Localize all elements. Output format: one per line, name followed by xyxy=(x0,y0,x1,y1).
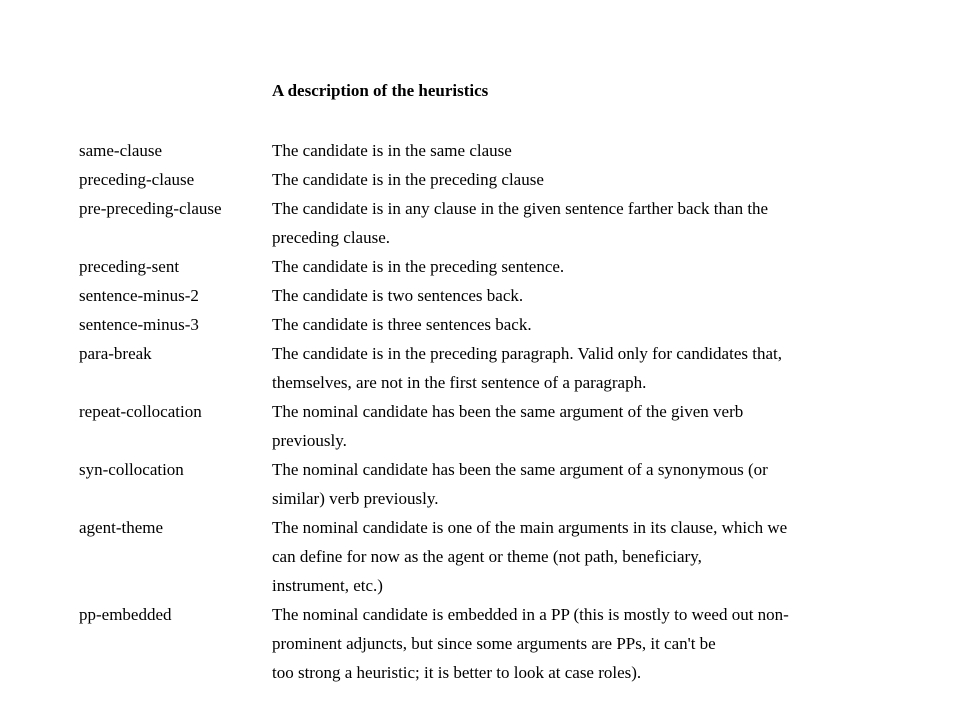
description-line: previously. xyxy=(272,431,347,450)
heuristic-term: preceding-clause xyxy=(79,170,195,189)
description-line: The nominal candidate has been the same argument of the given verb xyxy=(272,402,744,421)
heuristic-term: pre-preceding-clause xyxy=(79,199,222,218)
heuristic-row-sentence-minus-2 xyxy=(79,281,939,310)
heuristic-description xyxy=(272,194,939,252)
heuristic-term: sentence-minus-2 xyxy=(79,286,199,305)
heuristic-description xyxy=(272,339,939,397)
description-line: themselves, are not in the first sentence of a paragraph. xyxy=(272,373,647,392)
heuristic-description xyxy=(272,397,939,455)
heuristic-row-repeat-collocation xyxy=(79,397,939,455)
description-line: instrument, etc.) xyxy=(272,576,383,595)
heuristic-row-preceding-clause xyxy=(79,165,939,194)
heuristic-description xyxy=(272,600,939,687)
heuristic-term: agent-theme xyxy=(79,518,164,537)
description-line: The candidate is three sentences back. xyxy=(272,315,532,334)
heuristic-term: same-clause xyxy=(79,141,163,160)
heuristic-description xyxy=(272,252,939,281)
heuristic-term: repeat-collocation xyxy=(79,402,202,421)
description-line: too strong a heuristic; it is better to look at case roles). xyxy=(272,663,642,682)
heuristic-term: preceding-sent xyxy=(79,257,180,276)
heuristic-row-pre-preceding-clause xyxy=(79,194,939,252)
description-line: The candidate is in any clause in the given sentence farther back than the xyxy=(272,199,769,218)
heuristic-description xyxy=(272,165,939,194)
heuristic-row-para-break xyxy=(79,339,939,397)
description-line: preceding clause. xyxy=(272,228,390,247)
heuristic-description xyxy=(272,513,939,600)
heuristic-description xyxy=(272,281,939,310)
description-line: The nominal candidate has been the same argument of a synonymous (or xyxy=(272,460,768,479)
heuristics-list xyxy=(79,136,939,687)
description-line: The candidate is in the preceding sentence. xyxy=(272,257,565,276)
description-line: The nominal candidate is embedded in a PP (this is mostly to weed out non- xyxy=(272,605,789,624)
heuristic-row-pp-embedded xyxy=(79,600,939,687)
heuristic-term: pp-embedded xyxy=(79,605,172,624)
description-line: The candidate is in the same clause xyxy=(272,141,512,160)
description-line: similar) verb previously. xyxy=(272,489,439,508)
description-line: The nominal candidate is one of the main arguments in its clause, which we xyxy=(272,518,788,537)
heuristic-row-syn-collocation xyxy=(79,455,939,513)
heuristic-description xyxy=(272,310,939,339)
description-line: can define for now as the agent or theme (not path, beneficiary, xyxy=(272,547,702,566)
heuristic-row-agent-theme xyxy=(79,513,939,600)
heuristic-description xyxy=(272,136,939,165)
heuristic-description xyxy=(272,455,939,513)
page-title: A description of the heuristics xyxy=(272,81,489,100)
heuristic-row-same-clause xyxy=(79,136,939,165)
description-line: prominent adjuncts, but since some arguments are PPs, it can't be xyxy=(272,634,716,653)
description-line: The candidate is two sentences back. xyxy=(272,286,524,305)
description-line: The candidate is in the preceding paragraph. Valid only for candidates that, xyxy=(272,344,782,363)
description-line: The candidate is in the preceding clause xyxy=(272,170,544,189)
heuristic-term: sentence-minus-3 xyxy=(79,315,199,334)
heuristic-row-sentence-minus-3 xyxy=(79,310,939,339)
heuristic-row-preceding-sent xyxy=(79,252,939,281)
heuristic-term: syn-collocation xyxy=(79,460,184,479)
heuristic-term: para-break xyxy=(79,344,152,363)
